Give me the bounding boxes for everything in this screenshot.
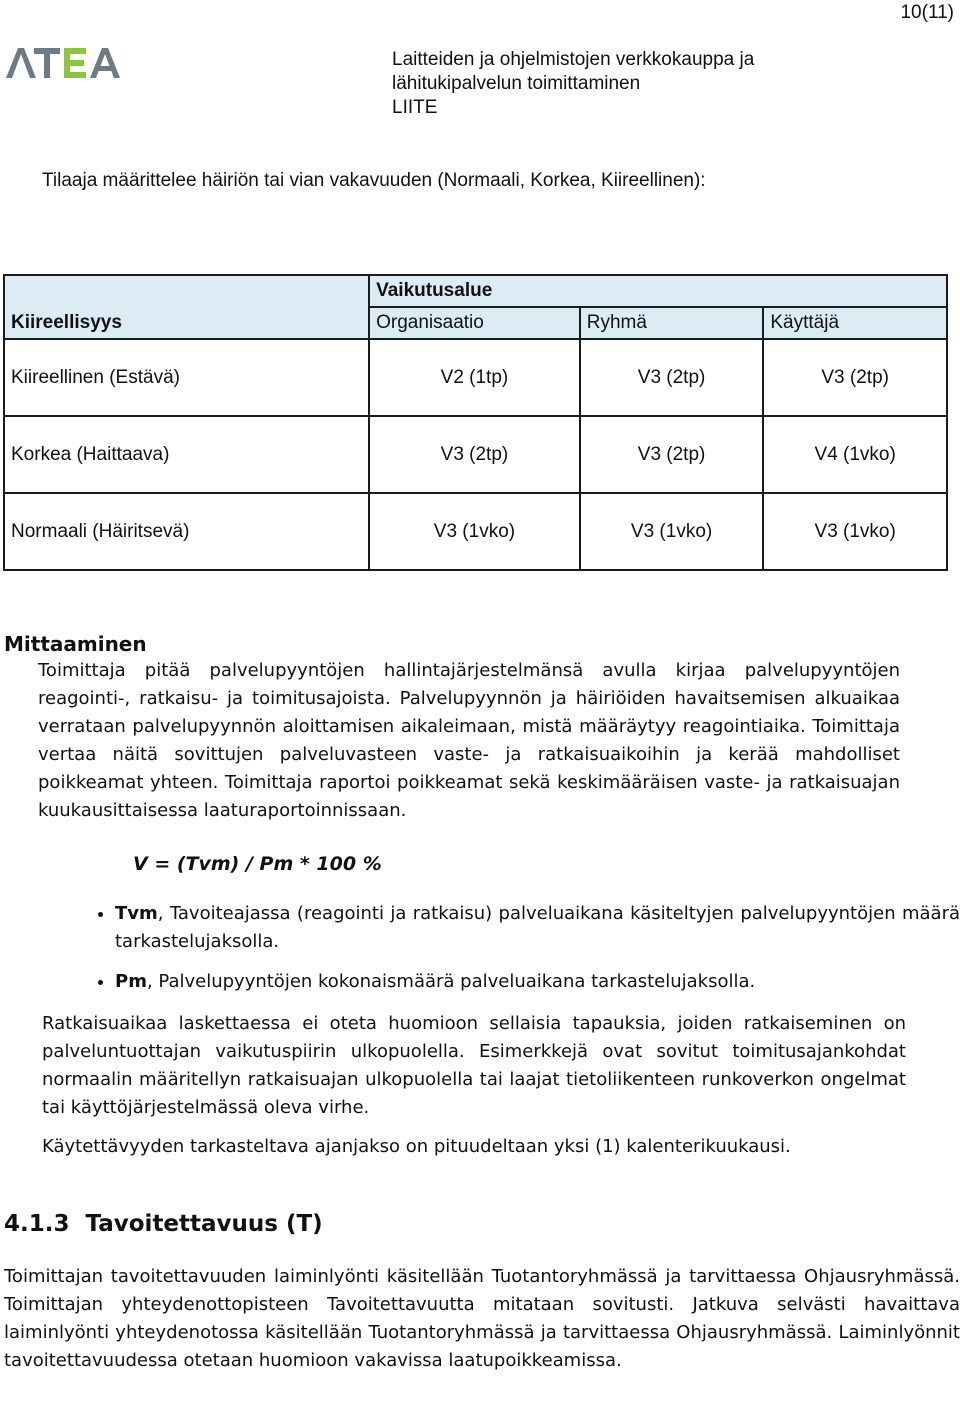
table-corner-cell [4,275,369,307]
severity-table [3,274,948,571]
definition-list [60,900,960,1008]
list-item [115,968,960,996]
definition: , Tavoiteajassa (reagointi ja ratkaisu) palveluaikana käsiteltyjen palvelupyyntöjen määrä tarkastelujaksolla. [115,903,960,952]
row-label: Kiireellinen (Estävä) [4,339,369,416]
header-line-1: Laitteiden ja ohjelmistojen verkkokauppa ja [392,49,755,70]
intro-text: Tilaaja määrittelee häiriön tai vian vakavuuden (Normaali, Korkea, Kiireellinen): [42,170,706,191]
measurement-heading: Mittaaminen [4,632,147,656]
atea-logo [4,42,124,86]
table-cell: V3 (1vko) [580,493,764,570]
column-header-user: Käyttäjä [763,307,947,339]
measurement-paragraph: Toimittaja pitää palvelupyyntöjen hallintajärjestelmänsä avulla kirjaa palvelupyyntöjen reagointi-, ratkaisu- ja toimitusajoista. Palvelupyynnön ja häiriöiden havaitsemisen alkuaikaa verrataan palvelupyynnön aloittamisen aikaleimaan, mistä määräytyy reagointiaika. Toimittaja vertaa näitä sovittujen palveluvasteen vaste- ja ratkaisuaikoihin ja kerää mahdolliset poikkeamat yhteen. Toimittaja raportoi poikkeamat sekä keskimääräisen vaste- ja ratkaisuajan kuukausittaisessa laaturaportoinnissaan. [38,660,900,821]
table-cell: V2 (1tp) [369,339,580,416]
section-number: 4.1.3 [4,1211,70,1237]
document-header [392,48,754,120]
term: Tvm [115,903,158,924]
header-line-3: LIITE [392,97,438,118]
column-header-organisation: Organisaatio [369,307,580,339]
table-row [4,416,947,493]
atea-logo-icon [4,42,124,82]
page-number: 10(11) [900,2,954,23]
row-label: Korkea (Haittaava) [4,416,369,493]
urgency-header: Kiireellisyys [4,307,369,339]
row-label: Normaali (Häiritsevä) [4,493,369,570]
column-header-group: Ryhmä [580,307,764,339]
scope-header: Vaikutusalue [369,275,947,307]
header-line-2: lähitukipalvelun toimittaminen [392,73,641,94]
table-cell: V3 (1vko) [763,493,947,570]
definition: , Palvelupyyntöjen kokonaismäärä palveluaikana tarkastelujaksolla. [146,971,756,992]
table-cell: V4 (1vko) [763,416,947,493]
table-cell: V3 (2tp) [763,339,947,416]
table-cell: V3 (2tp) [369,416,580,493]
list-item [115,900,960,956]
section-paragraph: Toimittajan tavoitettavuuden laiminlyönti käsitellään Tuotantoryhmässä ja tarvittaessa Ohjausryhmässä. Toimittajan yhteydenottopisteen Tavoitettavuutta mitataan sovitusti. Jatkuva selvästi havaittava laiminlyönti yhteydenotossa käsitellään Tuotantoryhmässä ja tarvittaessa Ohjausryhmässä. Laiminlyönnit tavoitettavuudessa otetaan huomioon vakavissa laatupoikkeamissa. [4,1266,960,1371]
period-paragraph: Käytettävyyden tarkasteltava ajanjakso on pituudeltaan yksi (1) kalenterikuukausi. [42,1136,791,1157]
term: Pm [115,971,147,992]
section-heading [4,1211,323,1237]
exclusions-paragraph: Ratkaisuaikaa laskettaessa ei oteta huomioon sellaisia tapauksia, joiden ratkaiseminen on palveluntuottajan vaikutuspiirin ulkopuolella. Esimerkkejä ovat sovitut toimitusajankohdat normaalin määritellyn ratkaisuajan ulkopuolella tai laajat tietoliikenteen runkoverkon ongelmat tai käyttöjärjestelmässä oleva virhe. [42,1013,906,1118]
table-row [4,339,947,416]
table-cell: V3 (2tp) [580,339,764,416]
section-title: Tavoitettavuus (T) [85,1211,323,1237]
table-cell: V3 (1vko) [369,493,580,570]
table-row [4,493,947,570]
table-cell: V3 (2tp) [580,416,764,493]
formula: V = (Tvm) / Pm * 100 % [133,853,382,875]
